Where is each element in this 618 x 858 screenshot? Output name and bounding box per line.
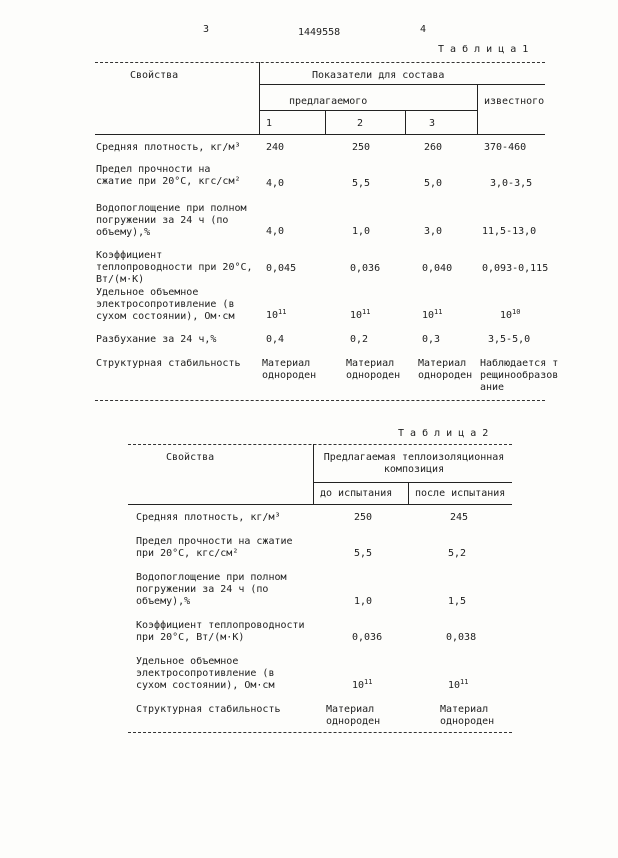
table-2-bottom-rule (128, 732, 512, 733)
table-1-divider (477, 84, 478, 134)
table-1-top-rule (95, 62, 545, 63)
row-property: Коэффициент теплопроводности при 20°С, Вт/(м·К) (136, 620, 305, 643)
row-property: Удельное объемное электросопротивление (в сухом состоянии), Ом·см (136, 656, 275, 691)
cell-value: 0,036 (352, 632, 383, 643)
cell-value: 0,4 (266, 334, 285, 345)
cell-value: Материал однороден (262, 358, 317, 381)
cell-value: 5,0 (424, 178, 443, 189)
row-property: Средняя плотность, кг/м³ (136, 512, 281, 523)
cell-value: 0,093-0,115 (482, 263, 549, 274)
cell-value: $10^{10}$ (500, 308, 521, 321)
cell-value: Материал однороден (440, 704, 495, 727)
row-property: Коэффициент теплопроводности при 20°С, Вт/(м·К) (96, 250, 253, 285)
table-2-divider (408, 482, 409, 504)
cell-value: 0,040 (422, 263, 453, 274)
table-1-header-rule (259, 110, 478, 111)
cell-value: 5,5 (352, 178, 371, 189)
table-1-col-group: Показатели для состава (312, 70, 445, 81)
cell-value: 3,5-5,0 (488, 334, 531, 345)
cell-value: 3,0-3,5 (490, 178, 533, 189)
cell-value: 1,0 (352, 226, 371, 237)
row-property: Структурная стабильность (136, 704, 281, 715)
cell-value: $10^{11}$ (352, 678, 373, 691)
table-2-divider (313, 444, 314, 504)
cell-value: 250 (354, 512, 373, 523)
table-2-header-bottom-rule (128, 504, 512, 505)
table-1-bottom-rule (95, 400, 545, 401)
cell-value: 240 (266, 142, 285, 153)
cell-value: $10^{11}$ (350, 308, 371, 321)
table-2-top-rule (128, 444, 512, 445)
table-1-subcol: 3 (429, 118, 436, 129)
cell-value: 0,036 (350, 263, 381, 274)
row-property: Разбухание за 24 ч,% (96, 334, 217, 345)
table-2-caption: Т а б л и ц а 2 (398, 428, 489, 439)
row-property: Предел прочности на сжатие при 20°С, кгс/см² (136, 536, 293, 559)
table-2-col-after: после испытания (415, 488, 506, 499)
row-property: Предел прочности на сжатие при 20°С, кгс/см² (96, 164, 241, 187)
table-1-col-property: Свойства (130, 70, 179, 81)
cell-value: 370-460 (484, 142, 527, 153)
cell-value: 260 (424, 142, 443, 153)
table-1-header-rule (259, 84, 545, 85)
cell-value: $10^{11}$ (422, 308, 443, 321)
table-1-caption: Т а б л и ц а 1 (438, 44, 529, 55)
page-number-right: 4 (420, 24, 427, 35)
cell-value: $10^{11}$ (448, 678, 469, 691)
table-1-subcol: 1 (266, 118, 273, 129)
cell-value: Материал однороден (418, 358, 473, 381)
cell-value: 1,5 (448, 596, 467, 607)
row-property: Структурная стабильность (96, 358, 241, 369)
cell-value: 0,3 (422, 334, 441, 345)
table-1-header-bottom-rule (95, 134, 545, 135)
row-property: Удельное объемное электросопротивление (в сухом состоянии), Ом·см (96, 287, 235, 322)
table-1-col-known: известного (484, 96, 545, 107)
cell-value: 1,0 (354, 596, 373, 607)
table-2-col-property: Свойства (166, 452, 215, 463)
table-1-divider (405, 110, 406, 134)
cell-value: Наблюдается трещинообразование (480, 358, 559, 393)
table-1-col-proposed: предлагаемого (289, 96, 368, 107)
cell-value: 3,0 (424, 226, 443, 237)
table-2-col-group: Предлагаемая теплоизоляционная композиция (323, 452, 505, 475)
row-property: Водопоглощение при полном погружении за 24 ч (по объему),% (96, 203, 247, 238)
cell-value: 4,0 (266, 226, 285, 237)
patent-number: 1449558 (298, 27, 341, 38)
table-1-divider (259, 62, 260, 134)
table-2-col-before: до испытания (320, 488, 393, 499)
cell-value: 0,2 (350, 334, 369, 345)
cell-value: 245 (450, 512, 469, 523)
table-1-subcol: 2 (357, 118, 364, 129)
cell-value: 5,5 (354, 548, 373, 559)
row-property: Средняя плотность, кг/м³ (96, 142, 241, 153)
cell-value: $10^{11}$ (266, 308, 287, 321)
cell-value: 250 (352, 142, 371, 153)
table-1-divider (325, 110, 326, 134)
cell-value: 5,2 (448, 548, 467, 559)
row-property: Водопоглощение при полном погружении за 24 ч (по объему),% (136, 572, 287, 607)
table-2-header-rule (313, 482, 512, 483)
cell-value: 0,038 (446, 632, 477, 643)
cell-value: Материал однороден (346, 358, 401, 381)
cell-value: 11,5-13,0 (482, 226, 537, 237)
cell-value: Материал однороден (326, 704, 381, 727)
cell-value: 4,0 (266, 178, 285, 189)
page-number-left: 3 (203, 24, 210, 35)
cell-value: 0,045 (266, 263, 297, 274)
